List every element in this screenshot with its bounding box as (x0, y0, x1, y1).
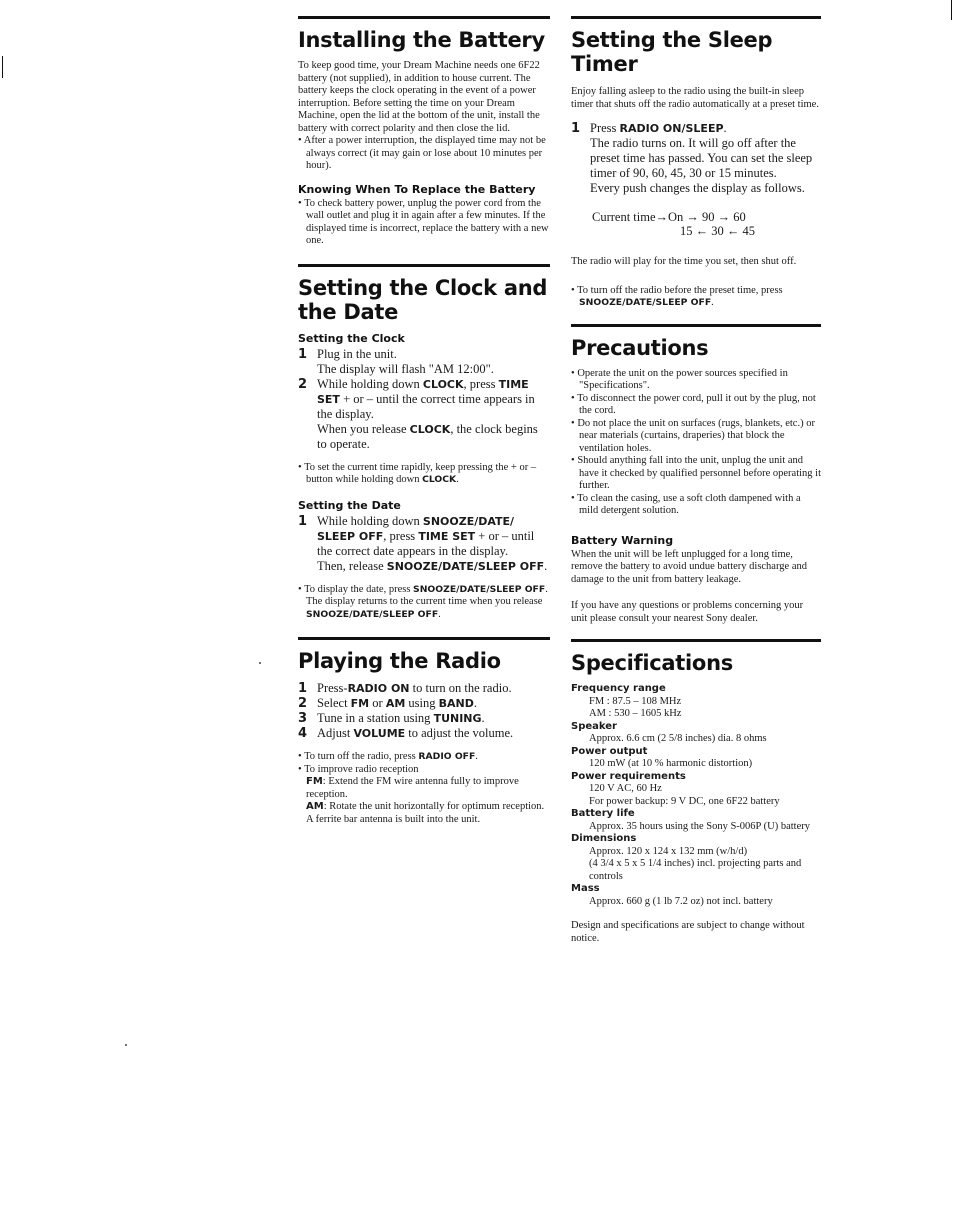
date-tips (298, 584, 550, 622)
spec-value: Approx. 35 hours using the Sony S-006P (U) battery (589, 820, 810, 832)
step-sub: When you release CLOCK, the clock begins to operate. (317, 421, 538, 451)
radio-step-3 (298, 711, 550, 726)
precaution-item: • To disconnect the power cord, pull it out by the plug, not the cord. (571, 393, 821, 418)
step-text: Press-RADIO ON to turn on the radio. (317, 681, 512, 695)
specs-title: Specifications (571, 651, 733, 675)
left-column (298, 16, 550, 840)
clock-tip: • To set the current time rapidly, keep pressing the + or – button while holding down CLOCK. (298, 462, 550, 487)
step-number: 1 (298, 346, 308, 362)
spec-value: (4 3/4 x 5 x 5 1/4 inches) incl. projecting parts and controls (589, 858, 802, 882)
clock-section (298, 264, 550, 622)
step-number: 2 (298, 696, 308, 711)
sleep-sequence (592, 210, 821, 238)
radio-tips (298, 751, 550, 826)
step-sub: The display will flash "AM 12:00". (317, 361, 494, 376)
section-rule (571, 324, 821, 327)
step-text: While holding down SNOOZE/DATE/ SLEEP OFF, press TIME SET + or – until the correct date appears in the display. Then, release SNOOZE/DATE/SLEEP OFF. (317, 513, 548, 573)
sleep-step-1 (571, 121, 821, 136)
step-text: Select FM or AM using BAND. (317, 696, 477, 710)
step-number: 1 (298, 681, 308, 696)
step-number: 1 (571, 121, 581, 136)
spec-label: Speaker (571, 720, 617, 732)
spec-value: Approx. 660 g (1 lb 7.2 oz) not incl. battery (589, 895, 773, 907)
sleep-section (571, 16, 821, 310)
date-heading: Setting the Date (298, 498, 401, 512)
clock-tips (298, 462, 550, 487)
precautions-list (571, 368, 821, 518)
radio-step-2 (298, 696, 550, 711)
battery-note: • After a power interruption, the displayed time may not be always correct (it may gain or lose about 10 minutes per hour). (298, 135, 550, 173)
date-tip: • To display the date, press SNOOZE/DATE/SLEEP OFF. The display returns to the current time when you release SNOOZE/DATE/SLEEP OFF. (298, 584, 550, 622)
step-number: 3 (298, 711, 308, 726)
replace-heading: Knowing When To Replace the Battery (298, 182, 536, 196)
replace-note: • To check battery power, unplug the power cord from the wall outlet and plug it in again after a few minutes. If the displayed time is incorrect, replace the battery with a new one. (298, 198, 550, 248)
warning-heading: Battery Warning (571, 533, 674, 547)
scan-edge-line (951, 0, 952, 20)
spec-value: FM : 87.5 – 108 MHz (589, 695, 682, 707)
spec-label: Dimensions (571, 833, 637, 844)
spec-label: Mass (571, 883, 600, 894)
radio-step-4 (298, 726, 550, 741)
step-text: Plug in the unit. (317, 346, 397, 361)
contact-text: If you have any questions or problems concerning your unit please consult your nearest Sony dealer. (571, 600, 804, 624)
section-rule (571, 639, 821, 642)
sleep-after: The radio will play for the time you set, then shut off. (571, 256, 797, 267)
section-rule (298, 264, 550, 267)
step-text: Adjust VOLUME to adjust the volume. (317, 726, 514, 740)
date-step-1 (298, 514, 550, 574)
spec-value: AM : 530 – 1605 kHz (589, 708, 682, 719)
sleep-tip: • To turn off the radio before the preset time, press SNOOZE/DATE/SLEEP OFF. (571, 285, 821, 310)
spec-value: Approx. 6.6 cm (2 5/8 inches) dia. 8 ohms (589, 733, 767, 744)
radio-step-1 (298, 681, 550, 696)
radio-off-tip: • To turn off the radio, press RADIO OFF. (298, 751, 550, 764)
section-rule (571, 16, 821, 19)
spec-value: 120 V AC, 60 Hz (589, 783, 662, 794)
step-number: 4 (298, 726, 308, 741)
spec-label: Frequency range (571, 683, 666, 694)
specs-section (571, 639, 821, 945)
spec-label: Power output (571, 745, 648, 757)
warning-text: When the unit will be left unplugged for a long time, remove the battery to avoid undue battery discharge and damage to the unit from battery leakage. (571, 548, 807, 585)
spec-value: For power backup: 9 V DC, one 6F22 battery (589, 795, 780, 807)
step-text: Tune in a station using TUNING. (317, 711, 485, 725)
step-text: While holding down CLOCK, press TIME SET + or – until the correct time appears in the display. (317, 376, 535, 421)
spec-label: Power requirements (571, 770, 686, 782)
scan-speck (259, 662, 261, 664)
sequence-line-1: Current time→On → 90 → 60 (592, 210, 746, 224)
precaution-item: • Do not place the unit on surfaces (rugs, blankets, etc.) or near materials (curtains, draperies) that block the ventilation holes. (571, 418, 821, 456)
sleep-tips (571, 285, 821, 310)
battery-title: Installing the Battery (298, 28, 545, 52)
sleep-title: Setting the Sleep Timer (571, 28, 773, 76)
precaution-item: • Operate the unit on the power sources specified in "Specifications". (571, 368, 821, 393)
precaution-item: • To clean the casing, use a soft cloth dampened with a mild detergent solution. (571, 493, 821, 518)
step-number: 1 (298, 513, 308, 529)
precautions-section (571, 324, 821, 626)
right-column (571, 16, 821, 959)
clock-heading: Setting the Clock (298, 331, 405, 345)
spec-label: Battery life (571, 808, 635, 819)
section-rule (298, 16, 550, 19)
clock-step-2 (298, 377, 550, 422)
scan-speck (125, 1044, 127, 1046)
precaution-item: • Should anything fall into the unit, unplug the unit and have it checked by qualified personnel before operating it further. (571, 455, 821, 493)
step-text: Press RADIO ON/SLEEP. (590, 121, 727, 135)
spec-value: 120 mW (at 10 % harmonic distortion) (589, 758, 753, 769)
sequence-line-2: 15 ← 30 ← 45 (680, 224, 755, 238)
precautions-title: Precautions (571, 335, 709, 360)
radio-improve-tip: • To improve radio reception (298, 764, 550, 777)
clock-title: Setting the Clock and the Date (298, 275, 548, 324)
sleep-intro: Enjoy falling asleep to the radio using the built-in sleep timer that shuts off the radio automatically at a preset time. (571, 86, 819, 110)
radio-section (298, 637, 550, 826)
section-rule (298, 637, 550, 640)
battery-section (298, 16, 550, 248)
step-number: 2 (298, 376, 308, 392)
sleep-sub-2: Every push changes the display as follows. (590, 181, 805, 195)
battery-intro: To keep good time, your Dream Machine needs one 6F22 battery (not supplied), in addition to house current. The battery keeps the clock operating in the event of a power interruption. Before setting the time on your Dream Machine, open the lid at the bottom of the unit, install the battery with correct polarity and then close the lid. (298, 60, 540, 134)
fm-note: FM: Extend the FM wire antenna fully to improve reception. (306, 776, 519, 800)
sleep-sub-1: The radio turns on. It will go off after the preset time has passed. You can set the sleep timer of 90, 60, 45, 30 or 15 minutes. (590, 136, 813, 180)
am-note: AM: Rotate the unit horizontally for optimum reception. A ferrite bar antenna is built into the unit. (306, 801, 545, 825)
spec-notice: Design and specifications are subject to change without notice. (571, 920, 805, 944)
clock-step-1 (298, 347, 550, 362)
radio-title: Playing the Radio (298, 649, 501, 673)
scan-edge-line (2, 56, 3, 78)
spec-value: Approx. 120 x 124 x 132 mm (w/h/d) (589, 845, 748, 857)
